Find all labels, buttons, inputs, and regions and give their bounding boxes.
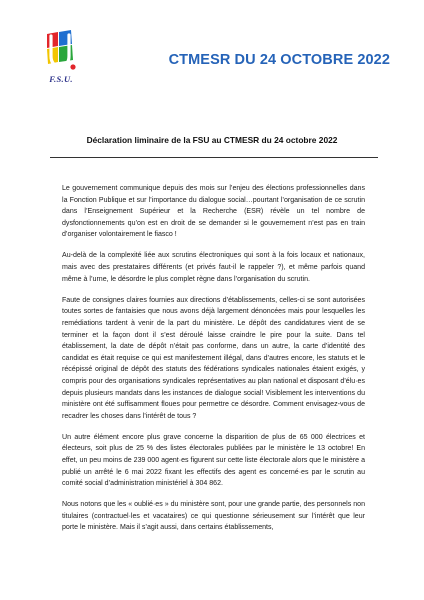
logo-text: F.S.U. (49, 74, 73, 84)
document-body (62, 183, 365, 544)
title-divider (50, 157, 378, 158)
paragraph-5: Nous notons que les « oublié·es » du ministère sont, pour une grande partie, des personnels non titulaires (contractuel·les et vacataires) ce qui questionne sérieusement sur l’intérêt que leur porte le ministère. Mais il s’agit aussi, dans certains établissements, (62, 501, 365, 532)
header-title: CTMESR DU 24 OCTOBRE 2022 (168, 52, 390, 68)
paragraph-2: Au-delà de la complexité liée aux scrutins électroniques qui sont à la fois locaux et nationaux, mais avec des prestataires différents (et privés faut-il le rappeler ?), et même parfois quand même à l’urne, le désordre le plus complet règne dans l’organisation du scrutin. (62, 252, 365, 283)
document-title: Déclaration liminaire de la FSU au CTMESR du 24 octobre 2022 (86, 135, 338, 145)
fsu-logo (44, 30, 78, 88)
fsu-logo-emblem-icon (44, 30, 78, 74)
paragraph-4: Un autre élément encore plus grave concerne la disparition de plus de 65 000 électrices et électeurs, soit plus de 25 % des listes électorales publiées par le ministère le 13 octobre! En effet, un peu moins de 239 000 agent·es figurent sur cette liste électorale alors que le ministère a publié un arrêté le 6 mai 2022 fixant les effectifs des agent es concerné·es par le scrutin au comité social d’administration ministériel à 304 862. (62, 433, 365, 488)
paragraph-3: Faute de consignes claires fournies aux directions d’établissements, celles-ci se sont autorisées toutes sortes de fantaisies que nous avons déjà largement dénoncées mais pour lesquelles les remédiations tardent à venir de la part du ministère. Le dépôt des candidatures vient de se terminer et la façon dont il s’est déroulé laisse craindre le pire pour la suite. Dans tel établissement, la date de dépôt n’était pas conforme, dans un autre, la carte d’identité des candidat es était requise ce qui est manifestement illégal, dans d’autres encore, les statuts et le récépissé original de dépôt des statuts des fédérations syndicales nationales étaient exigés, y compris pour des organisations syndicales représentatives au plan national et disposant d’élu·es depuis plusieurs mandats dans les instances de dialogue social! Visiblement les interventions du ministère ont été suffisamment floues pour permettre ce désordre. Comment envisagez-vous de recadrer les choses dans l’intérêt de tous ? (62, 296, 365, 420)
paragraph-1: Le gouvernement communique depuis des mois sur l’enjeu des élections professionnelles dans la Fonction Publique et sur l’importance du dialogue social…pourtant l’organisation de ce scrutin dans l’Enseignement Supérieur et la Recherche (ESR) révèle un tel nombre de dysfonctionnements qu’on est en droit de se demander si le gouvernement n’est pas en train d’organiser volontairement le fiasco ! (62, 185, 365, 239)
